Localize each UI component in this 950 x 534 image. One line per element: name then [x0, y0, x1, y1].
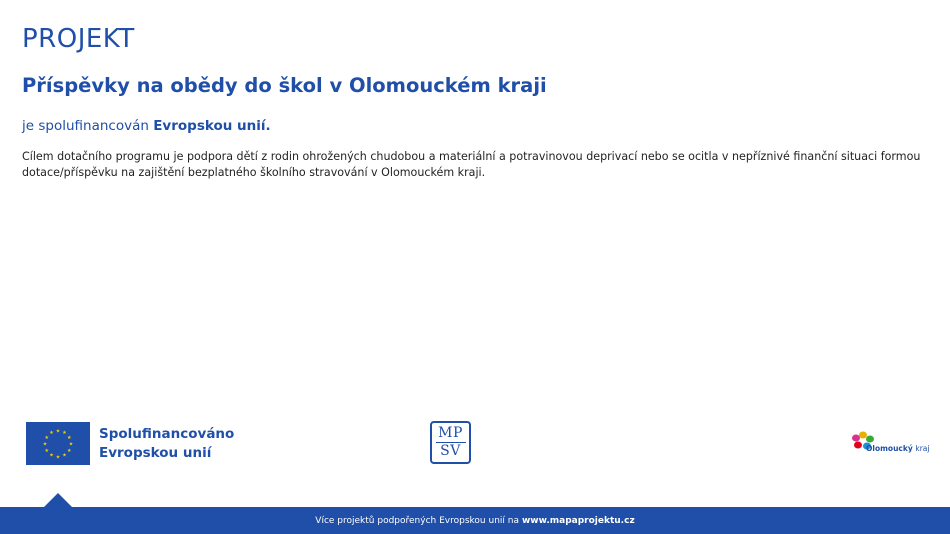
footer-text: Více projektů podpořených Evropskou unií na: [315, 515, 519, 526]
eu-star-icon: ★: [44, 447, 49, 454]
cofinanced-eu: Evropskou unií.: [153, 118, 271, 134]
olomoucky-kraj-text: [866, 444, 929, 453]
footer-link[interactable]: www.mapaprojektu.cz: [521, 515, 635, 526]
eu-logo-text: [99, 425, 234, 463]
region-kraj: kraj: [915, 443, 930, 453]
olomoucky-kraj-logo: [850, 430, 929, 454]
footer-bar: [0, 507, 950, 534]
eu-star-icon: ★: [44, 434, 49, 441]
eu-star-icon: ★: [67, 434, 72, 441]
eu-star-icon: ★: [67, 447, 72, 454]
eu-star-icon: ★: [68, 441, 74, 448]
mpsv-logo-top: MP: [438, 424, 463, 441]
eu-star-icon: ★: [55, 454, 61, 461]
page-title: Příspěvky na obědy do škol v Olomouckém kraji: [22, 74, 547, 97]
project-description: Cílem dotačního programu je podpora dětí z rodin ohrožených chudobou a materiální a potravinovou deprivací nebo se ocitla v nepříznivé finanční situaci formou dotace/příspěvku na zajištění bezplatného školního stravování v Olomouckém kraji.: [22, 150, 921, 179]
eu-star-icon: ★: [62, 452, 67, 459]
eu-star-icon: ★: [49, 430, 54, 437]
cofinanced-prefix: je spolufinancován: [22, 118, 149, 134]
mpsv-logo-bottom: SV: [440, 443, 461, 460]
region-name: Olomoucký: [866, 443, 913, 453]
eu-cofinancing-logo: [26, 422, 234, 465]
mpsv-logo-icon: [430, 421, 471, 464]
eu-star-icon: ★: [62, 430, 67, 437]
page-kicker: PROJEKT: [22, 24, 135, 54]
eu-star-icon: ★: [49, 452, 54, 459]
eu-star-icon: ★: [55, 428, 61, 435]
eu-star-icon: ★: [42, 441, 48, 448]
cofinanced-line: [22, 118, 271, 134]
eu-logo-line2: Evropskou unií: [99, 444, 212, 461]
eu-logo-line1: Spolufinancováno: [99, 425, 235, 442]
footer-tab-marker: [44, 493, 72, 507]
eu-flag-icon: [26, 422, 90, 465]
